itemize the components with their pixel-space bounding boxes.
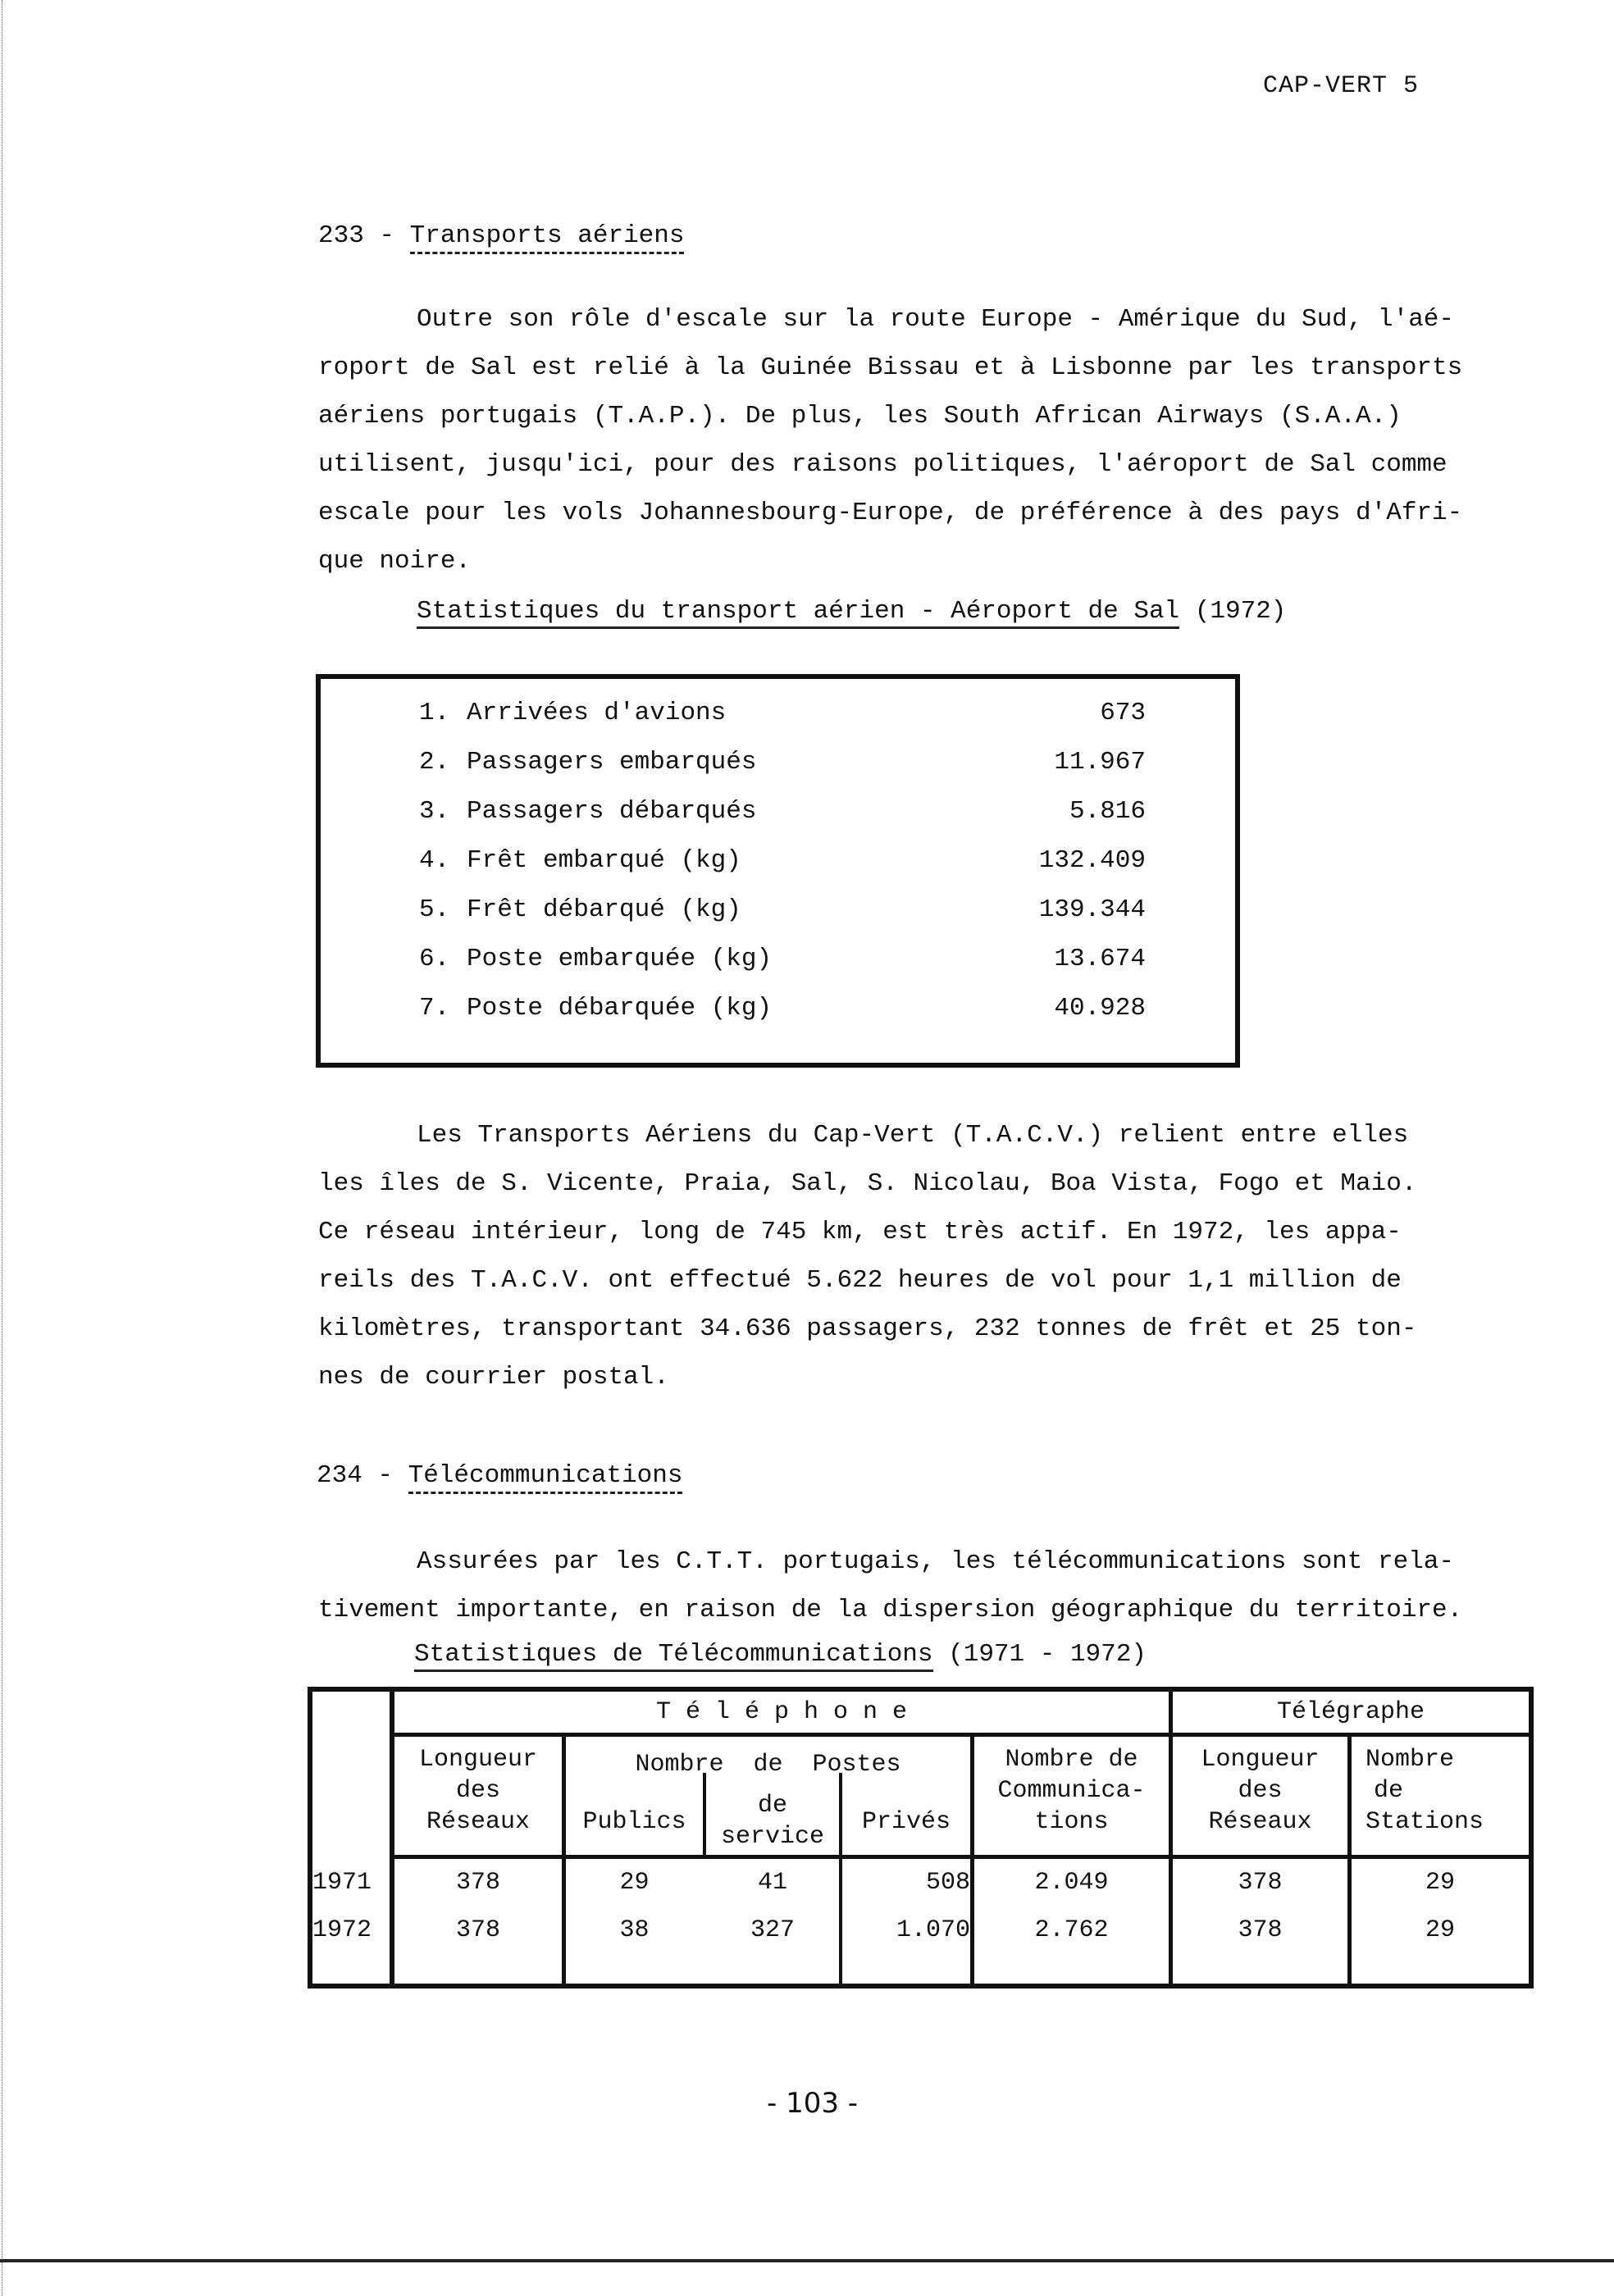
scan-edge-bottom — [0, 2259, 1614, 2262]
paragraph-line: Outre son rôle d'escale sur la route Europe - Amérique du Sud, l'aé- — [417, 305, 1455, 334]
col-header-nombre-stations: Nombre de Stations — [1366, 1746, 1484, 1836]
row-value: 139.344 — [1038, 895, 1146, 924]
table-row: 1. Arrivées d'avions 673 — [419, 699, 1146, 727]
caption-title: Statistiques du transport aérien - Aéroport de Sal — [417, 597, 1179, 629]
paragraph-line: Les Transports Aériens du Cap-Vert (T.A.C.V.) relient entre elles — [417, 1121, 1409, 1150]
row-year: 1972 — [312, 1916, 372, 1944]
row-value: 11.967 — [1054, 748, 1146, 777]
page-number: - 103 - — [767, 2087, 859, 2120]
scan-edge-left — [2, 0, 3, 2296]
row-value: 132.409 — [1038, 846, 1146, 875]
caption-title: Statistiques de Télécommunications — [414, 1640, 933, 1672]
caption-year: (1972) — [1179, 597, 1287, 626]
col-header-prives: Privés — [861, 1808, 951, 1836]
paragraph-line: utilisent, jusqu'ici, pour des raisons politiques, l'aéroport de Sal comme — [318, 450, 1448, 479]
table-caption-air — [417, 597, 1286, 626]
row-label: Frêt débarqué (kg) — [467, 895, 741, 924]
row-value: 673 — [1100, 699, 1146, 727]
running-header: CAP-VERT 5 — [1263, 72, 1420, 100]
paragraph-line: reils des T.A.C.V. ont effectué 5.622 heures de vol pour 1,1 million de — [318, 1266, 1402, 1295]
col-header-longueur-telegraphe: Longueur des Réseaux — [1201, 1746, 1320, 1836]
table-border — [308, 1687, 1534, 1692]
section-title: Télécommunications — [408, 1461, 683, 1494]
table-row: 3. Passagers débarqués 5.816 — [419, 797, 1146, 826]
paragraph-line: aériens portugais (T.A.P.). De plus, les South African Airways (S.A.A.) — [318, 402, 1402, 430]
paragraph-line: nes de courrier postal. — [318, 1363, 669, 1392]
table-row: 2. Passagers embarqués 11.967 — [419, 748, 1146, 777]
section-234-heading — [317, 1461, 682, 1490]
group-header-telegraphe: Télégraphe — [1276, 1698, 1425, 1726]
col-header-publics: Publics — [582, 1808, 686, 1836]
paragraph-line: kilomètres, transportant 34.636 passagers, 232 tonnes de frêt et 25 ton- — [318, 1314, 1417, 1343]
row-label: Passagers embarqués — [467, 748, 757, 777]
table-row: 6. Poste embarquée (kg) 13.674 — [419, 945, 1146, 973]
section-number: 233 - — [318, 221, 410, 250]
row-label: Passagers débarqués — [467, 797, 757, 826]
section-title: Transports aériens — [410, 221, 685, 254]
paragraph-line: escale pour les vols Johannesbourg-Europe, de préférence à des pays d'Afri- — [318, 499, 1463, 527]
col-header-longueur-telephone: Longueur des Réseaux — [418, 1746, 538, 1836]
paragraph-line: Assurées par les C.T.T. portugais, les télécommunications sont rela- — [417, 1547, 1455, 1576]
row-value: 13.674 — [1054, 945, 1146, 973]
row-label: Poste embarquée (kg) — [467, 945, 773, 973]
row-value: 40.928 — [1054, 994, 1146, 1023]
row-year: 1971 — [312, 1869, 372, 1897]
telecom-stats-table: T é l é p h o n e Télégraphe Longueur des Réseaux Nombre de Postes Publics de service Privés Nombre de Communica- tions Longueur des Réseaux Nombre de Stations 1971 378 29 41 508 2.049 378 29 1972 378 38 327 1.070 2.762 378 29 — [308, 1687, 1534, 1988]
paragraph-line: roport de Sal est relié à la Guinée Bissau et à Lisbonne par les transports — [318, 353, 1463, 382]
caption-years: (1971 - 1972) — [932, 1640, 1147, 1669]
col-header-nombre-postes: Nombre de Postes — [635, 1751, 901, 1779]
table-row: 4. Frêt embarqué (kg) 132.409 — [419, 846, 1146, 875]
paragraph-air-transport — [318, 295, 1557, 585]
row-label: Frêt embarqué (kg) — [467, 846, 741, 875]
paragraph-telecom — [318, 1538, 1557, 1634]
row-value: 5.816 — [1069, 797, 1146, 826]
paragraph-line: Ce réseau intérieur, long de 745 km, est très actif. En 1972, les appa- — [318, 1218, 1402, 1246]
row-label: Poste débarquée (kg) — [467, 994, 773, 1023]
air-stats-table — [316, 674, 1240, 1068]
column-rule — [1347, 1733, 1352, 1988]
group-header-telephone: T é l é p h o n e — [655, 1698, 908, 1726]
paragraph-line: tivement importante, en raison de la dispersion géographique du territoire. — [318, 1596, 1463, 1624]
table-row: 5. Frêt débarqué (kg) 139.344 — [419, 895, 1146, 924]
table-row: 7. Poste débarquée (kg) 40.928 — [419, 994, 1146, 1023]
paragraph-line: que noire. — [318, 547, 472, 576]
col-header-nombre-communications: Nombre de Communica- tions — [997, 1746, 1146, 1836]
row-label: Arrivées d'avions — [467, 699, 727, 727]
paragraph-tacv — [318, 1111, 1557, 1401]
paragraph-line: les îles de S. Vicente, Praia, Sal, S. Nicolau, Boa Vista, Fogo et Maio. — [318, 1169, 1417, 1198]
section-number: 234 - — [317, 1461, 408, 1490]
section-233-heading — [318, 221, 684, 250]
col-header-de-service: de service — [720, 1792, 825, 1851]
table-caption-telecom — [414, 1640, 1147, 1669]
